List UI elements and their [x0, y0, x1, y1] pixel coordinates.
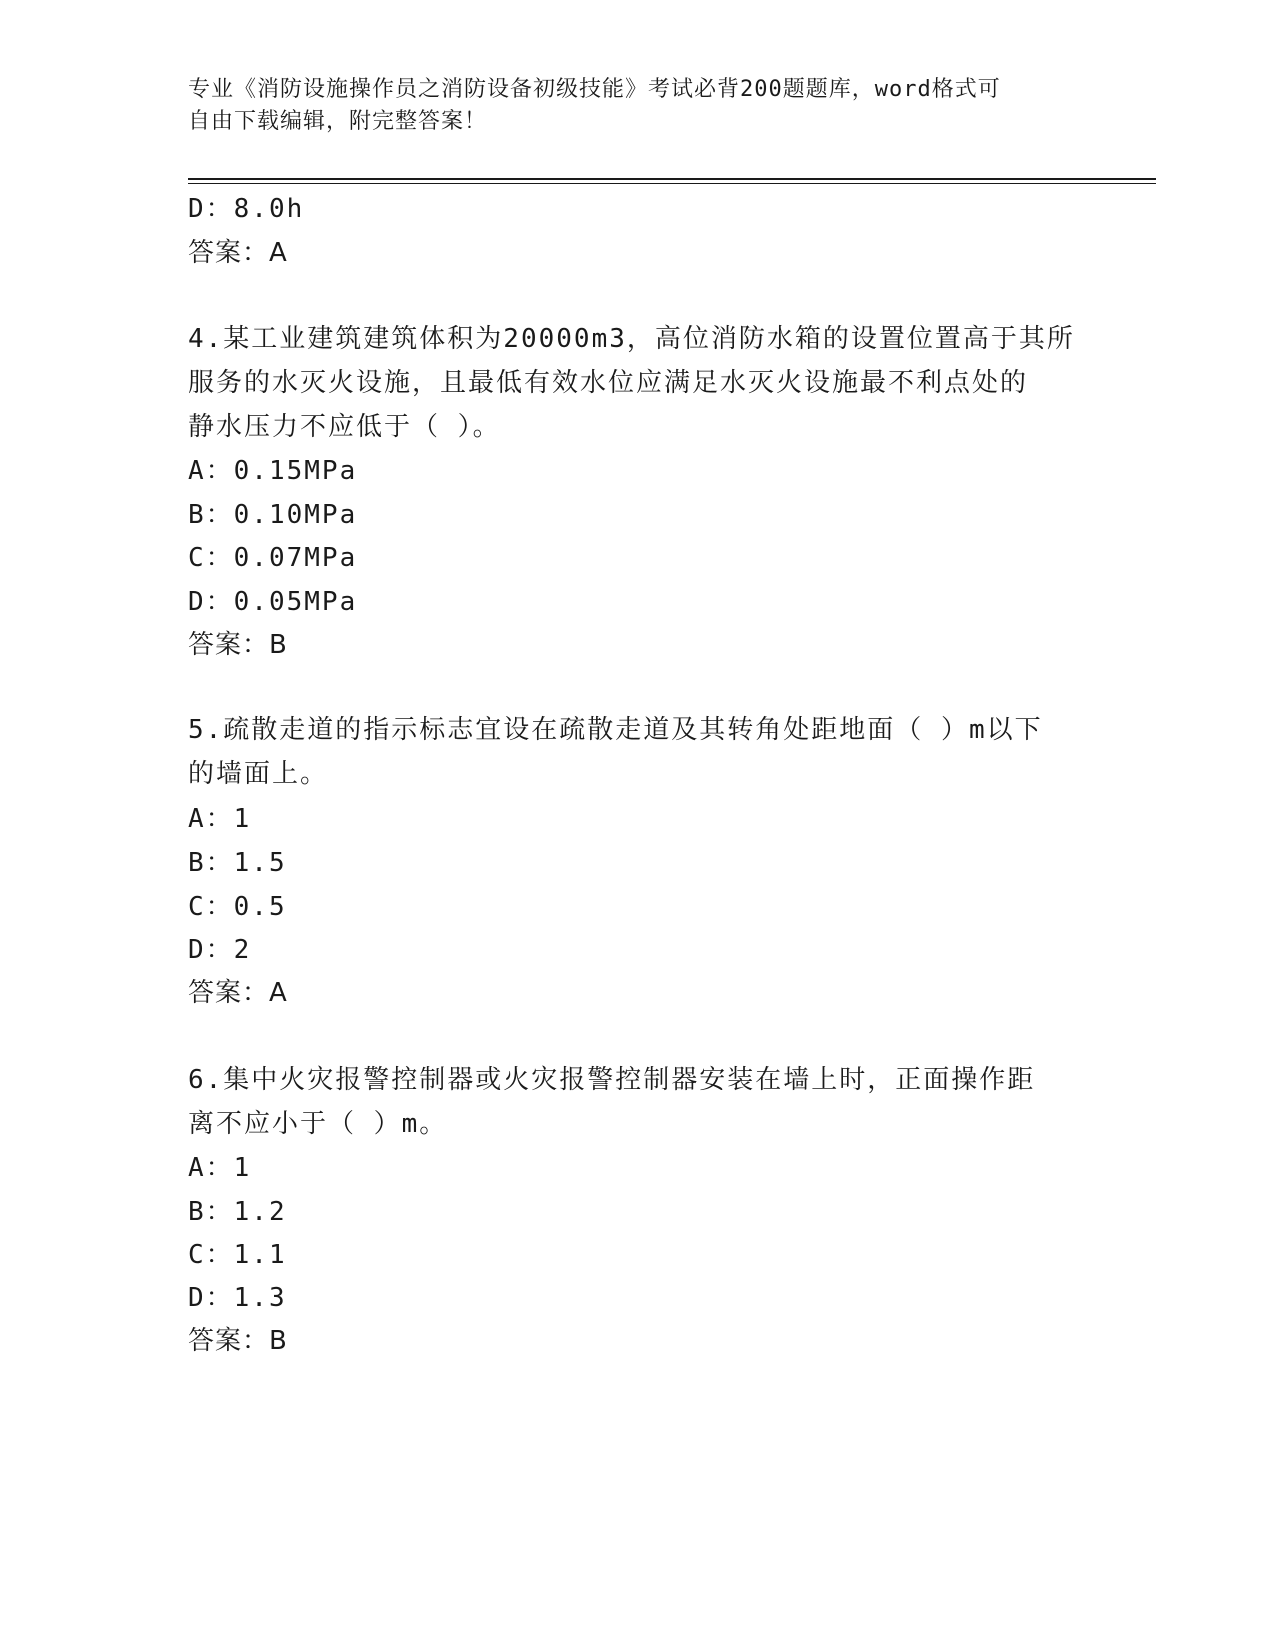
q4-option-d: D：0.05MPa: [188, 587, 358, 617]
q5-option-a: A：1: [188, 804, 252, 834]
q6-option-d: D：1.3: [188, 1283, 287, 1313]
page-header: [188, 74, 1088, 138]
q5-option-c: C：0.5: [188, 892, 287, 922]
q4-option-c: C：0.07MPa: [188, 543, 358, 573]
prev-option-d: D：8.0h: [188, 194, 305, 224]
q5-stem-line1: 5.疏散走道的指示标志宜设在疏散走道及其转角处距地面（ ）m以下: [188, 715, 1043, 745]
header-title-line2: 自由下载编辑，附完整答案！: [188, 109, 488, 134]
q6-stem-line1: 6.集中火灾报警控制器或火灾报警控制器安装在墙上时，正面操作距: [188, 1065, 1036, 1095]
header-title-line1: 专业《消防设施操作员之消防设备初级技能》考试必背200题题库，word格式可: [188, 77, 1001, 102]
q4-answer: 答案：B: [188, 630, 288, 660]
q5-option-d: D：2: [188, 935, 252, 965]
q4-option-b: B：0.10MPa: [188, 500, 358, 530]
q6-option-a: A：1: [188, 1153, 252, 1183]
q6-stem-line2: 离不应小于（ ）m。: [188, 1109, 448, 1139]
q6-answer: 答案：B: [188, 1326, 288, 1356]
q4-option-a: A：0.15MPa: [188, 456, 358, 486]
prev-answer: 答案：A: [188, 238, 288, 268]
q5-answer: 答案：A: [188, 978, 288, 1008]
q4-stem-line3: 静水压力不应低于（ ）。: [188, 412, 501, 442]
q5-stem-line2: 的墙面上。: [188, 759, 329, 789]
q4-stem-line2: 服务的水灭火设施，且最低有效水位应满足水灭火设施最不利点处的: [188, 368, 1029, 398]
q5-option-b: B：1.5: [188, 848, 287, 878]
header-divider-thin: [188, 183, 1156, 184]
header-divider-thick: [188, 178, 1156, 180]
q6-option-c: C：1.1: [188, 1240, 287, 1270]
q6-option-b: B：1.2: [188, 1197, 287, 1227]
q4-stem-line1: 4.某工业建筑建筑体积为20000m3，高位消防水箱的设置位置高于其所: [188, 324, 1075, 354]
